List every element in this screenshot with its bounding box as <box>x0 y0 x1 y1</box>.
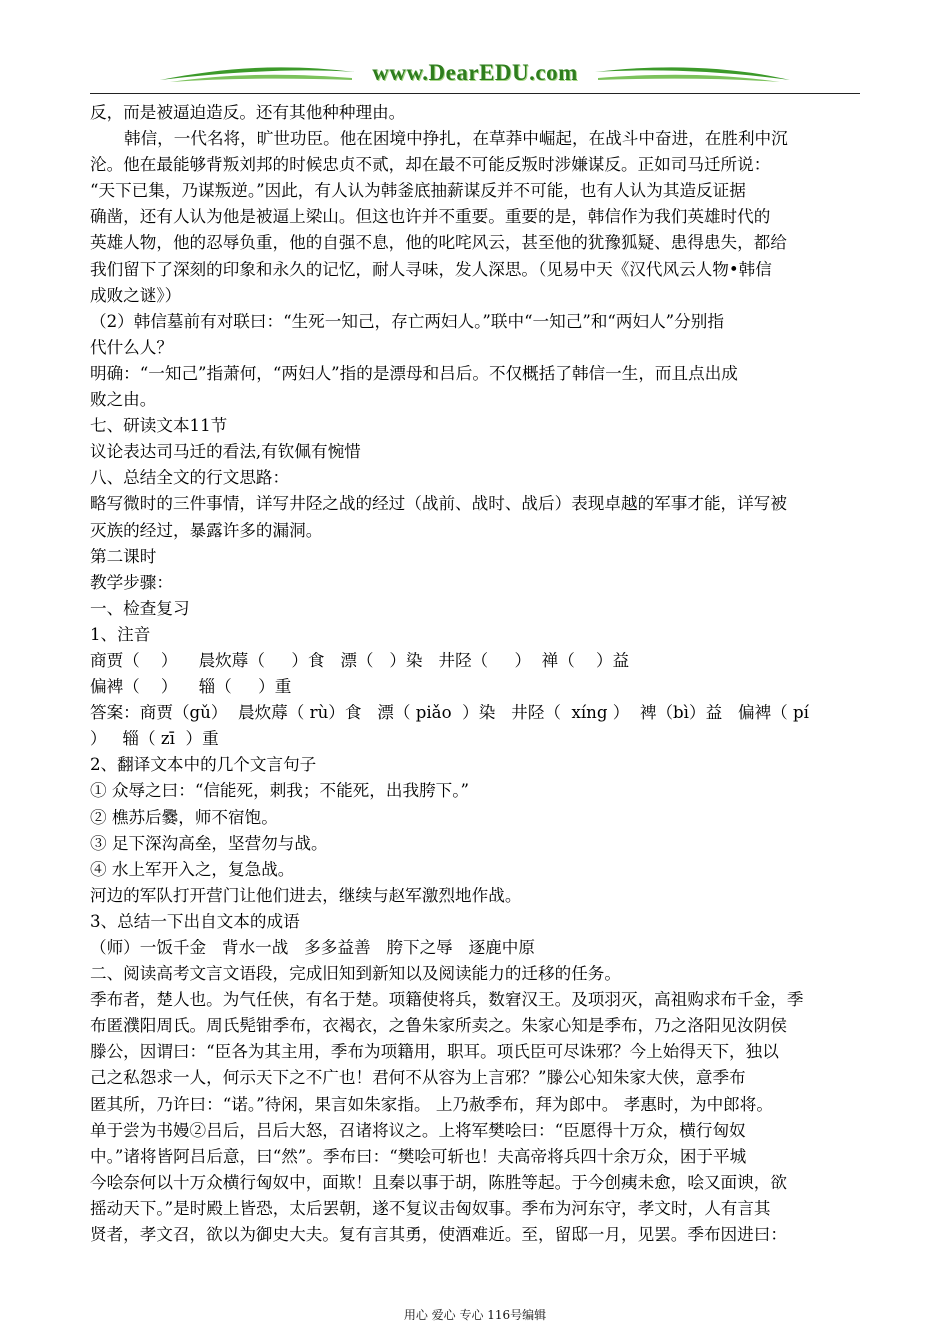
text-line: 布匿濮阳周氏。周氏髡钳季布，衣褐衣，之鲁朱家所卖之。朱家心知是季布，乃之洛阳见汝阴侯 <box>90 1016 787 1036</box>
text-line: （师）一饭千金 背水一战 多多益善 胯下之辱 逐鹿中原 <box>90 938 535 957</box>
site-logo[interactable]: www.DearEDU.com <box>372 60 578 85</box>
text-line: ④ 水上军开入之，复急战。 <box>90 859 295 879</box>
text-line: “天下已集，乃谋叛逆。”因此，有人认为韩釜底抽薪谋反并不可能，也有人认为其造反证据 <box>90 181 746 201</box>
text-line: 我们留下了深刻的印象和永久的记忆，耐人寻味，发人深思。（见易中天《汉代风云人物•韩信 <box>90 259 772 279</box>
section-heading: 七、研读文本11节 <box>90 416 228 436</box>
page-footer: 用心 爱心 专心 116号编辑 <box>403 1308 547 1322</box>
text-line: 英雄人物，他的忍辱负重，他的自强不息，他的叱咤风云，甚至他的犹豫狐疑、患得患失，都给 <box>90 233 787 253</box>
text-line: 商贾（ ） 晨炊蓐（ ）食 漂（ ）染 井陉（ ） 禅（ ）益 <box>90 650 630 670</box>
site-header <box>90 58 860 94</box>
document-body <box>90 100 860 1248</box>
text-line: 代什么人？ <box>90 337 173 357</box>
section-heading: 二、阅读高考文言文语段，完成旧知到新知以及阅读能力的迁移的任务。 <box>90 964 621 984</box>
text-line: 反，而是被逼迫造反。还有其他种种理由。 <box>90 103 406 122</box>
text-line: 偏裨（ ） 辎（ ）重 <box>90 677 292 697</box>
section-heading: 第二课时 <box>90 546 157 566</box>
text-line: 沦。他在最能够背叛刘邦的时候忠贞不贰，却在最不可能反叛时涉嫌谋反。正如司马迁所说： <box>90 155 771 175</box>
text-line: 匿其所，乃许曰：“诺。”待闲，果言如朱家指。 上乃赦季布，拜为郎中。 孝惠时，为中郎将。 <box>90 1094 773 1114</box>
text-line: ② 樵苏后爨，师不宿饱。 <box>90 807 278 827</box>
text-line: 今哙奈何以十万众横行匈奴中，面欺！且秦以事于胡，陈胜等起。于今创痍未愈，哙又面谀，欲 <box>90 1172 787 1192</box>
text-line: 灭族的经过，暴露许多的漏洞。 <box>90 520 323 540</box>
text-line: 败之由。 <box>90 390 157 410</box>
text-line: 中。”诸将皆阿吕后意，曰“然”。季布曰：“樊哙可斩也！夫高帝将兵四十余万众，困于平城 <box>90 1146 747 1166</box>
section-heading: 八、总结全文的行文思路： <box>90 468 290 488</box>
text-line: 3、总结一下出自文本的成语 <box>90 911 300 931</box>
text-line: 成败之谜》） <box>90 285 182 305</box>
text-line: 1、注音 <box>90 624 151 644</box>
text-line: 略写微时的三件事情，详写井陉之战的经过（战前、战时、战后）表现卓越的军事才能，详写被 <box>90 494 787 514</box>
text-line: 明确：“一知己”指萧何，“两妇人”指的是漂母和吕后。不仅概括了韩信一生，而且点出成 <box>90 363 738 383</box>
text-line: 己之私怨求一人，何示天下之不广也！君何不从容为上言邪？”滕公心知朱家大侠，意季布 <box>90 1068 746 1088</box>
section-heading: 一、检查复习 <box>90 598 190 618</box>
text-line: 摇动天下。”是时殿上皆恐，太后罢朝，遂不复议击匈奴事。季布为河东守，孝文时，人有言其 <box>90 1198 771 1218</box>
text-line: ③ 足下深沟高垒，坚营勿与战。 <box>90 833 328 853</box>
text-line: ① 众辱之曰：“信能死，刺我；不能死，出我胯下。” <box>90 781 470 801</box>
text-line: ） 辎（ zī ）重 <box>90 729 219 749</box>
text-line: 议论表达司马迁的看法,有钦佩有惋惜 <box>90 442 361 462</box>
text-line: 韩信，一代名将，旷世功臣。他在困境中挣扎，在草莽中崛起，在战斗中奋进，在胜利中沉 <box>124 129 788 149</box>
header-divider <box>90 93 860 94</box>
text-line: 贤者，孝文召，欲以为御史大夫。复有言其勇，使酒难近。至，留邸一月，见罢。季布因进曰： <box>90 1225 787 1245</box>
text-line: 河边的军队打开营门让他们进去，继续与赵军激烈地作战。 <box>90 885 522 905</box>
text-line: 单于尝为书嫚②吕后，吕后大怒，召诸将议之。上将军樊哙曰：“臣愿得十万众，横行匈奴 <box>90 1120 746 1140</box>
text-line: 确凿，还有人认为他是被逼上梁山。但这也许并不重要。重要的是，韩信作为我们英雄时代的 <box>90 207 771 227</box>
text-line: 季布者，楚人也。为气任侠，有名于楚。项籍使将兵，数窘汉王。及项羽灭，高祖购求布千金，季 <box>90 990 804 1010</box>
text-line: （2）韩信墓前有对联曰：“生死一知己，存亡两妇人。”联中“一知己”和“两妇人”分别指 <box>90 311 724 331</box>
text-line: 2、翻译文本中的几个文言句子 <box>90 755 317 775</box>
text-line: 教学步骤： <box>90 572 173 592</box>
text-line: 滕公，因谓曰：“臣各为其主用，季布为项籍用，职耳。项氏臣可尽诛邪？今上始得天下，独以 <box>90 1042 779 1062</box>
text-line: 答案：商贾（gǔ） 晨炊蓐（ rù）食 漂（ piǎo ）染 井陉（ xíng ） 裨（bì）益 偏裨（ pí <box>90 703 809 723</box>
